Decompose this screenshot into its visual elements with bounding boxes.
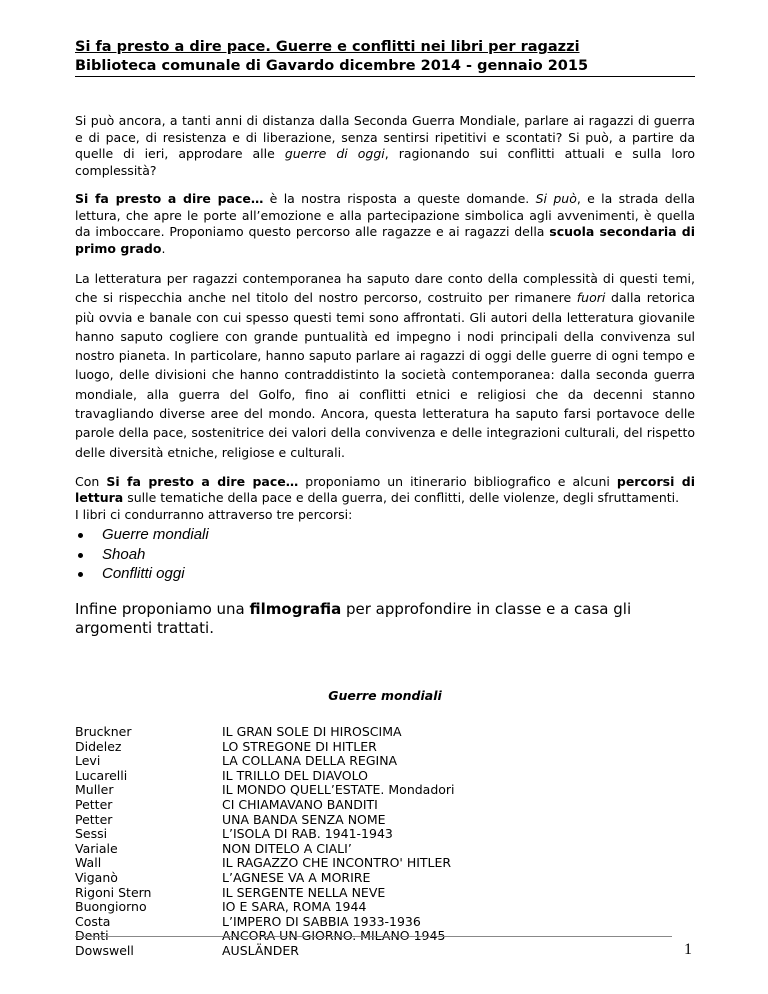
book-author: Dowswell [75,942,134,958]
book-title: LA COLLANA DELLA REGINA [222,753,398,769]
book-row [75,915,695,930]
book-title: L’AGNESE VA A MORIRE [222,869,371,885]
itinerary-text: Con [75,473,107,489]
book-title: IL MONDO QUELL’ESTATE. Mondadori [222,782,455,798]
book-title: L’ISOLA DI RAB. 1941-1943 [222,826,393,842]
itinerary-text-2: proponiamo un itinerario bibliografico e alcuni [298,473,617,489]
book-row [75,944,695,959]
book-title: NON DITELO A CIALI’ [222,840,352,856]
answer-text: è la nostra risposta a queste domande. [263,191,536,206]
book-author: Variale [75,840,118,856]
itinerary-intro-list: I libri ci condurranno attraverso tre percorsi: [75,506,353,522]
target-audience: scuola secondaria di primo grado [75,224,695,256]
book-row [75,827,695,842]
itinerary-paragraph [75,474,695,524]
book-title: IO E SARA, ROMA 1944 [222,899,367,915]
answer-paragraph [75,191,695,257]
book-row [75,900,695,915]
topics-list [75,525,695,584]
project-name: Si fa presto a dire pace… [75,191,264,206]
section-title: Guerre mondiali [328,687,442,703]
intro-paragraph [75,113,695,179]
literature-text-2: dalla retorica più ovvia e banale con cui spesso questi temi sono affrontati. Gli autori della letteratura giovanile hanno saputo cogliere con grande puntualità ed impegno i nodi principali della convivenza sul nostro pianeta. In particolare, hanno saputo parlare ai ragazzi di oggi delle guerre di ogni tempo e luogo, delle divisioni che hanno contraddistinto la società contemporanea: dalla seconda guerra mondiale, alla guerra del Golfo, fino ai conflitti etnici e religiosi che da decenni stanno travagliando diverse aree del mondo. Ancora, questa letteratura ha saputo farsi portavoce delle parole della pace, sostenitrice dei valori della convivenza e delle integrazioni culturali, del rispetto delle diversità etniche, religiose e culturali. [75,290,696,460]
filmography: filmografia [249,599,342,618]
book-author: Didelez [75,738,122,754]
project-name-2: Si fa presto a dire pace… [106,473,299,489]
footer-rule [75,936,672,937]
book-title: IL RAGAZZO CHE INCONTRO' HITLER [222,855,452,871]
book-author: Petter [75,811,113,827]
book-author: Wall [75,855,102,871]
film-text-2: per approfondire in classe e a casa gli argomenti trattati. [75,599,632,637]
topic-item: Guerre mondiali [75,525,695,545]
document-page [75,38,695,958]
book-author: Sessi [75,826,108,842]
topic-item: Conflitti oggi [75,564,695,584]
book-row [75,769,695,784]
book-row [75,740,695,755]
book-title: AUSLÄNDER [222,942,299,958]
book-title: L’IMPERO DI SABBIA 1933-1936 [222,913,421,929]
book-row [75,856,695,871]
topic-item: Shoah [75,545,695,565]
answer-text-2: , e la strada della lettura, che apre le porte all’emozione e alla partecipazione simbolica agli avvenimenti, è quella da imboccare. Proponiamo questo percorso alle ragazze e ai ragazzi della [75,191,695,239]
literature-paragraph [75,269,695,462]
book-title: ANCORA UN GIORNO. MILANO 1945 [222,928,446,944]
answer-emphasis: Si può [535,191,577,206]
book-title: CI CHIAMAVANO BANDITI [222,796,378,812]
intro-text: Si può ancora, a tanti anni di distanza dalla Seconda Guerra Mondiale, parlare ai ragazzi di guerra e di pace, di resistenza e di liberazione, senza sentirsi ripetitivi e scontati? Si può, a partire da quelle di ieri, approdare alle [75,113,695,161]
book-row [75,813,695,828]
film-text: Infine proponiamo una [75,599,250,618]
header-rule [75,76,695,77]
literature-text: La letteratura per ragazzi contemporanea ha saputo dare conto della complessità di questi temi, che si rispecchia anche nel titolo del nostro percorso, costruito per rimanere [75,271,695,306]
book-row [75,754,695,769]
book-row [75,798,695,813]
book-row [75,842,695,857]
itinerary-text-3: sulle tematiche della pace e della guerra, dei conflitti, delle violenze, degli sfruttamenti. [123,490,680,506]
document-subtitle: Biblioteca comunale di Gavardo dicembre 2014 - gennaio 2015 [75,58,589,74]
literature-emphasis: fuori [576,290,606,306]
reading-paths: percorsi di lettura [75,473,695,506]
book-author: Levi [75,753,101,769]
book-author: Petter [75,796,113,812]
book-author: Viganò [75,869,118,885]
book-title: IL GRAN SOLE DI HIROSCIMA [222,723,402,739]
book-row [75,783,695,798]
page-number: 1 [684,941,692,958]
book-author: Costa [75,913,111,929]
book-author: Bruckner [75,723,132,739]
book-author: Lucarelli [75,767,128,783]
book-author: Denti [75,928,109,944]
book-title: IL TRILLO DEL DIAVOLO [222,767,368,783]
document-title: Si fa presto a dire pace. Guerre e conflitti nei libri per ragazzi [75,39,580,55]
film-paragraph [75,600,695,638]
intro-emphasis: guerre di oggi [284,146,385,161]
book-author: Buongiorno [75,899,147,915]
book-row [75,886,695,901]
book-title: UNA BANDA SENZA NOME [222,811,386,827]
book-author: Muller [75,782,114,798]
book-title: LO STREGONE DI HITLER [222,738,377,754]
book-row [75,871,695,886]
book-list [75,725,695,959]
book-row [75,725,695,740]
book-title: IL SERGENTE NELLA NEVE [222,884,386,900]
book-author: Rigoni Stern [75,884,152,900]
intro-text-end: , ragionando sui conflitti attuali e sulla loro complessità? [75,146,695,178]
answer-text-3: . [161,240,166,256]
